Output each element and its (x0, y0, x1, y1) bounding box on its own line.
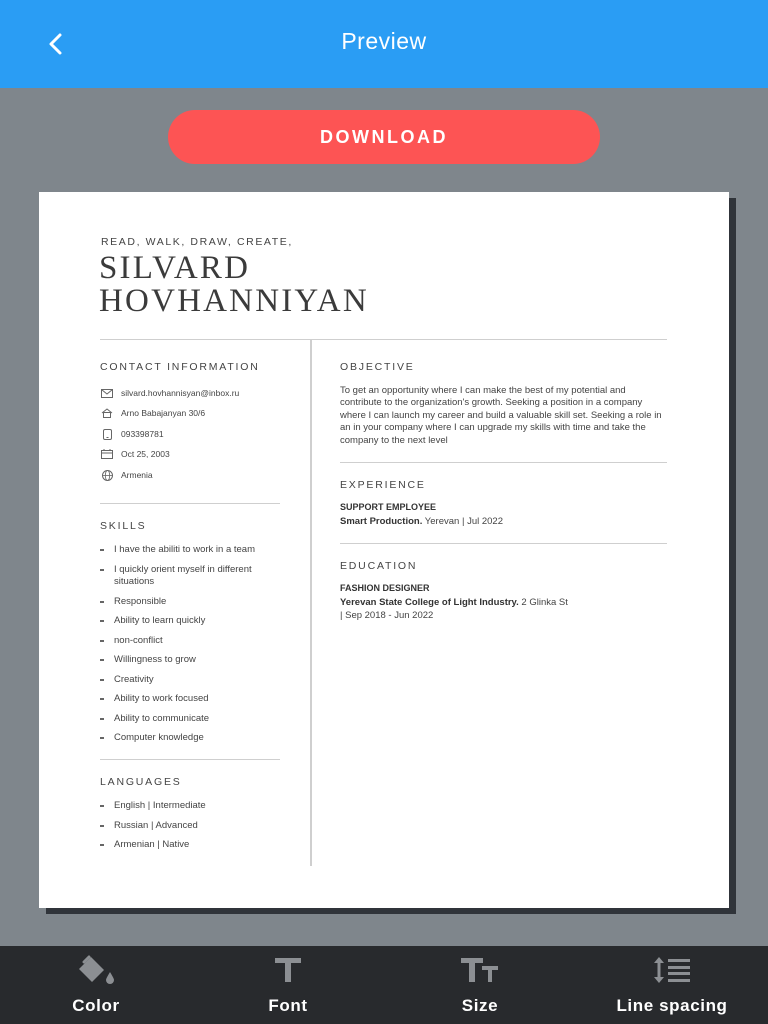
font-t-icon (273, 956, 303, 984)
skill-item: I have the abiliti to work in a team (100, 544, 290, 557)
skills-section-title: SKILLS (100, 520, 147, 532)
paint-bucket-icon (73, 955, 119, 985)
line-spacing-tool-button[interactable] (576, 946, 768, 1024)
languages-list (100, 800, 290, 859)
font-tool-label: Font (268, 996, 308, 1015)
divider (340, 462, 667, 463)
calendar-icon (100, 448, 114, 460)
mail-icon (100, 387, 114, 399)
objective-text: To get an opportunity where I can make the best of my potential and contribute to the organization's growth. Seeking a position in a company where I can launch my career and build a valuable skill set. Seeking a role in an in your company where I can upgrade my skills with time and take the company to the next level (340, 385, 662, 446)
skill-item: Responsible (100, 596, 290, 609)
divider (100, 339, 667, 340)
skills-list (100, 544, 290, 752)
experience-details: Yerevan | Jul 2022 (422, 516, 503, 527)
font-tool-button[interactable] (192, 946, 384, 1024)
contact-address-text: Arno Babajanyan 30/6 (121, 408, 206, 418)
divider (100, 759, 280, 760)
home-icon (100, 407, 114, 419)
contact-address (100, 407, 205, 419)
education-degree: FASHION DESIGNER (340, 583, 430, 593)
resume-tagline: READ, WALK, DRAW, CREATE, (101, 236, 293, 248)
size-tool-label: Size (461, 996, 499, 1015)
skill-item: I quickly orient myself in different situations (100, 564, 290, 589)
contact-birthdate (100, 448, 170, 460)
education-details: 2 Glinka St (518, 597, 568, 608)
experience-section-title: EXPERIENCE (340, 479, 426, 491)
color-tool-label: Color (72, 996, 120, 1015)
language-item: Russian | Advanced (100, 820, 290, 833)
contact-phone-text: 093398781 (121, 429, 164, 439)
experience-company: Smart Production. (340, 516, 423, 527)
objective-section-title: OBJECTIVE (340, 361, 415, 373)
line-spacing-icon (652, 956, 692, 984)
skill-item: Willingness to grow (100, 654, 290, 667)
contact-country (100, 469, 153, 481)
divider (100, 503, 280, 504)
contact-email (100, 387, 239, 399)
column-divider (310, 340, 312, 866)
line-spacing-tool-label: Line spacing (616, 996, 728, 1015)
skill-item: Creativity (100, 674, 290, 687)
skill-item: Ability to communicate (100, 713, 290, 726)
color-tool-button[interactable] (0, 946, 192, 1024)
contact-birthdate-text: Oct 25, 2003 (121, 449, 170, 459)
download-button[interactable]: DOWNLOAD (168, 110, 600, 164)
experience-position: SUPPORT EMPLOYEE (340, 502, 437, 512)
skill-item: Computer knowledge (100, 732, 290, 745)
languages-section-title: LANGUAGES (100, 776, 182, 788)
phone-icon (100, 428, 114, 440)
language-item: Armenian | Native (100, 839, 290, 852)
education-school-line (340, 597, 640, 610)
resume-name (99, 252, 369, 318)
contact-country-text: Armenia (121, 470, 153, 480)
size-tool-button[interactable] (384, 946, 576, 1024)
text-size-icon (460, 956, 500, 984)
resume-last-name: HOVHANNIYAN (99, 283, 369, 319)
divider (340, 543, 667, 544)
format-toolbar (0, 946, 768, 1024)
experience-company-line (340, 516, 640, 529)
app-bar (0, 0, 768, 88)
resume-first-name: SILVARD (99, 250, 251, 286)
contact-section-title: CONTACT INFORMATION (100, 361, 260, 373)
page-title: Preview (341, 28, 427, 54)
resume-preview (39, 192, 729, 908)
education-dates: | Sep 2018 - Jun 2022 (340, 610, 434, 621)
skill-item: Ability to work focused (100, 693, 290, 706)
contact-phone (100, 428, 164, 440)
education-section-title: EDUCATION (340, 560, 418, 572)
contact-email-text: silvard.hovhannisyan@inbox.ru (121, 388, 240, 398)
skill-item: Ability to learn quickly (100, 615, 290, 628)
globe-icon (100, 469, 114, 481)
language-item: English | Intermediate (100, 800, 290, 813)
skill-item: non-conflict (100, 635, 290, 648)
education-school: Yerevan State College of Light Industry. (340, 597, 519, 608)
